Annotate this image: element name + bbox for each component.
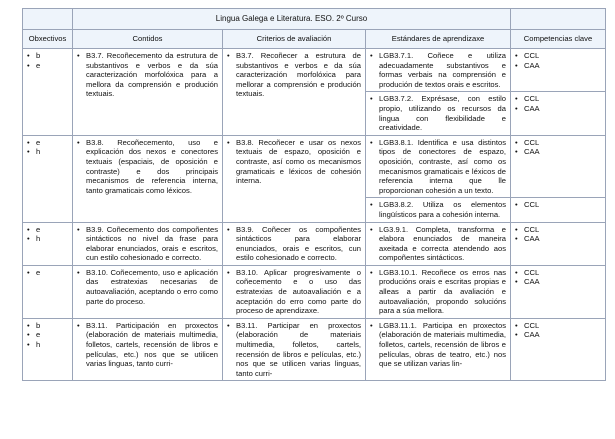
- table-row: [23, 49, 606, 92]
- contido-list: [77, 138, 218, 196]
- estandar-list: [370, 268, 506, 316]
- competencias-cell: [511, 265, 606, 318]
- obxectivos-cell: [23, 265, 73, 318]
- competencia-list-item: • CCL: [515, 225, 601, 235]
- competencia-list: [515, 321, 601, 340]
- contido-text: • B3.9. Coñecemento dos compoñentes sintácticos no nivel da frase para elaborar enunciados, orais e escritos, cun estilo cohesionado e correcto.: [77, 225, 218, 263]
- estandar-text: • LGB3.8.2. Utiliza os elementos lingüísticos para a cohesión interna.: [370, 200, 506, 219]
- contido-list: [77, 225, 218, 263]
- title-spacer: [23, 9, 73, 30]
- competencia-list: [515, 51, 601, 70]
- estandar-text: • LGB3.10.1. Recoñece os erros nas producións orais e escritas propias e alleas a partir da avaliación e autoavaliación, propondo solucións para a súa mellora.: [370, 268, 506, 316]
- contido-cell: [73, 49, 223, 136]
- estandar-text: • LGB3.7.1. Coñece e utiliza adecuadamente substantivos e formas verbais na comprensión e produción de textos orais e escritos.: [370, 51, 506, 89]
- obxectivo-list-item: • h: [27, 340, 68, 350]
- obxectivos-cell: [23, 318, 73, 381]
- competencia-list-item: • CCL: [515, 138, 601, 148]
- estandar-text: • LG3.9.1. Completa, transforma e elabora enunciados de maneira axeitada e correcta atendendo aos compoñentes sintácticos.: [370, 225, 506, 263]
- obxectivo-list: [27, 268, 68, 278]
- contido-cell: [73, 265, 223, 318]
- estandar-text: • LGB3.7.2. Exprésase, con estilo propio, utilizando os recursos da lingua con flexibilidade e creatividade.: [370, 94, 506, 132]
- criterio-cell: [223, 49, 366, 136]
- criterio-text: • B3.11. Participar en proxectos (elaboración de materiais multimedia, folletos, cartels, recensión de libros e películas, etc.) nos que se utilicen varias linguas, tanto curri-: [227, 321, 361, 379]
- competencias-cell: [511, 92, 606, 135]
- contido-list: [77, 51, 218, 99]
- competencias-cell: [511, 135, 606, 198]
- header-estandares: Estándares de aprendizaxe: [366, 30, 511, 49]
- estandar-list: [370, 200, 506, 219]
- obxectivo-list-item: • e: [27, 268, 68, 278]
- competencia-list-item: • CAA: [515, 104, 601, 114]
- criterio-cell: [223, 222, 366, 265]
- criterio-text: • B3.9. Coñecer os compoñentes sintácticos para elaborar enunciados, orais e escritos, cun estilo cohesionado e correcto.: [227, 225, 361, 263]
- table-row: [23, 265, 606, 318]
- competencia-list-item: • CAA: [515, 330, 601, 340]
- criterio-cell: [223, 265, 366, 318]
- competencia-list: [515, 94, 601, 113]
- estandar-cell: [366, 49, 511, 92]
- competencia-list: [515, 138, 601, 157]
- contido-list: [77, 268, 218, 306]
- obxectivo-list: [27, 225, 68, 244]
- competencia-list-item: • CCL: [515, 200, 601, 210]
- contido-list: [77, 321, 218, 369]
- competencia-list: [515, 225, 601, 244]
- obxectivo-list-item: • h: [27, 234, 68, 244]
- curriculum-table: [22, 8, 606, 381]
- table-row: [23, 135, 606, 198]
- obxectivo-list: [27, 138, 68, 157]
- competencia-list-item: • CAA: [515, 147, 601, 157]
- competencias-cell: [511, 49, 606, 92]
- criterio-list: [227, 321, 361, 379]
- contido-cell: [73, 318, 223, 381]
- contido-cell: [73, 222, 223, 265]
- obxectivo-list: [27, 321, 68, 350]
- table-title: Lingua Galega e Literatura. ESO. 2º Curso: [73, 9, 511, 30]
- estandar-cell: [366, 135, 511, 198]
- competencia-list-item: • CCL: [515, 268, 601, 278]
- criterio-cell: [223, 318, 366, 381]
- obxectivo-list-item: • e: [27, 225, 68, 235]
- estandar-cell: [366, 222, 511, 265]
- competencia-list: [515, 268, 601, 287]
- bottom-fade: [22, 420, 605, 439]
- table-row: [23, 222, 606, 265]
- contido-text: • B3.7. Recoñecemento da estrutura de substantivos e verbos e da súa caracterización morfolóxica para a mellora da comprensión e produción textuais.: [77, 51, 218, 99]
- table-row: [23, 318, 606, 381]
- criterio-text: • B3.7. Recoñecer a estrutura de substantivos e verbos e da súa caracterización morfolóxica para mellorar a comprensión e produción textuais.: [227, 51, 361, 99]
- competencia-list-item: • CCL: [515, 321, 601, 331]
- estandar-list: [370, 51, 506, 89]
- obxectivo-list-item: • e: [27, 61, 68, 71]
- obxectivo-list: [27, 51, 68, 70]
- obxectivos-cell: [23, 135, 73, 222]
- estandar-list: [370, 94, 506, 132]
- title-spacer-right: [511, 9, 606, 30]
- competencia-list: [515, 200, 601, 210]
- contido-text: • B3.10. Coñecemento, uso e aplicación das estratexias necesarias de autoavaliación, aceptando o erro como parte do proceso.: [77, 268, 218, 306]
- header-criterios: Criterios de avaliación: [223, 30, 366, 49]
- obxectivos-cell: [23, 49, 73, 136]
- estandar-list: [370, 138, 506, 196]
- curriculum-table-frame: [22, 8, 605, 381]
- criterio-list: [227, 225, 361, 263]
- competencias-cell: [511, 318, 606, 381]
- header-contidos: Contidos: [73, 30, 223, 49]
- estandar-text: • LGB3.8.1. Identifica e usa distintos tipos de conectores de espazo, oposición, contraste, así como os mecanismos gramaticais e léxicos de referencia interna que lle proporcionan cohesión a un texto.: [370, 138, 506, 196]
- obxectivo-list-item: • b: [27, 321, 68, 331]
- contido-cell: [73, 135, 223, 222]
- criterio-text: • B3.8. Recoñecer e usar os nexos textuais de espazo, oposición e contraste, así como os mecanismos gramaticais e léxicos de cohesión interna.: [227, 138, 361, 186]
- estandar-list: [370, 321, 506, 369]
- criterio-list: [227, 51, 361, 99]
- estandar-cell: [366, 92, 511, 135]
- criterio-list: [227, 138, 361, 186]
- obxectivo-list-item: • e: [27, 138, 68, 148]
- criterio-cell: [223, 135, 366, 222]
- obxectivo-list-item: • h: [27, 147, 68, 157]
- obxectivo-list-item: • e: [27, 330, 68, 340]
- competencia-list-item: • CAA: [515, 234, 601, 244]
- competencia-list-item: • CCL: [515, 51, 601, 61]
- obxectivos-cell: [23, 222, 73, 265]
- estandar-text: • LGB3.11.1. Participa en proxectos (elaboración de materiais multimedia, folletos, cartels, recensión de libros e películas, obras de teatro, etc.) nos que se utilizan varias lin-: [370, 321, 506, 369]
- estandar-list: [370, 225, 506, 263]
- criterio-text: • B3.10. Aplicar progresivamente o coñecemento e o uso das estratexias de autoavaliación e a aceptación do erro como parte do proceso de aprendizaxe.: [227, 268, 361, 316]
- header-competencias: Competencias clave: [511, 30, 606, 49]
- obxectivo-list-item: • b: [27, 51, 68, 61]
- competencia-list-item: • CCL: [515, 94, 601, 104]
- estandar-cell: [366, 198, 511, 222]
- competencias-cell: [511, 198, 606, 222]
- competencias-cell: [511, 222, 606, 265]
- estandar-cell: [366, 318, 511, 381]
- estandar-cell: [366, 265, 511, 318]
- header-obxectivos: Obxectivos: [23, 30, 73, 49]
- criterio-list: [227, 268, 361, 316]
- contido-text: • B3.8. Recoñecemento, uso e explicación dos nexos e conectores textuais (espaciais, de oposición e contraste) e dos principais mecanismos de referencia interna, tanto gramaticais como léxicos.: [77, 138, 218, 196]
- competencia-list-item: • CAA: [515, 277, 601, 287]
- competencia-list-item: • CAA: [515, 61, 601, 71]
- contido-text: • B3.11. Participación en proxectos (elaboración de materiais multimedia, folletos, cartels, recensión de libros e películas, etc.) nos que se utilicen varias linguas, tanto curri-: [77, 321, 218, 369]
